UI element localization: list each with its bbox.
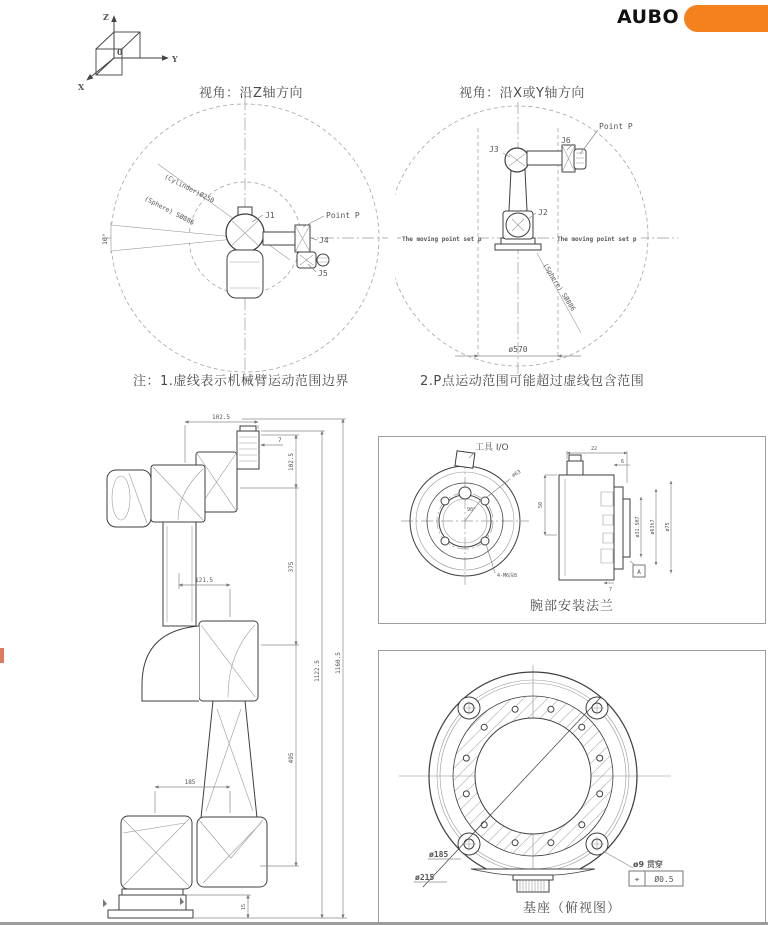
dim-upper-arm: 375 [288, 561, 295, 573]
dim-top-width: 102.5 [211, 414, 231, 421]
brand-logo-text: AUBO [617, 6, 680, 28]
dim-tool-offset: 7 [278, 437, 282, 444]
flange-spigot-dim: ø63h7 [650, 519, 656, 535]
x-axis-label: X [78, 82, 85, 92]
cylinder-range-label: (Cylinder)Ø250 [163, 172, 216, 205]
view-xy-diagram [395, 98, 680, 383]
y-axis-label: Y [172, 54, 178, 64]
view-xy-title: 视角：沿X或Y轴方向 [459, 86, 585, 101]
j1-label: J1 [265, 211, 275, 220]
view-z-title: 视角：沿Z轴方向 [199, 86, 303, 101]
position-tolerance-value: Ø0.5 [654, 875, 674, 884]
base-diameter-dim: ø570 [508, 345, 528, 354]
moving-point-text-right: The moving point set p [557, 236, 637, 243]
j6-label: J6 [561, 136, 571, 145]
flange-dim-7: 7 [609, 587, 613, 593]
base-drawing [379, 651, 763, 895]
moving-point-text-left: The moving point set p [402, 236, 482, 243]
flange-side-view [538, 446, 671, 593]
position-tolerance-symbol: ⌖ [634, 875, 640, 884]
sphere-range-label-xy: (Sphere) SØ886 [541, 261, 578, 313]
base-caption: 基座（俯视图） [522, 901, 621, 916]
flange-angle-label: 90° [467, 507, 477, 513]
flange-front-view [401, 442, 529, 585]
origin-label: 0 [117, 47, 123, 57]
j3-label: J3 [489, 145, 499, 154]
base-d215-label: ø215 [415, 873, 435, 882]
flange-bore-dim: ø31.5H7 [635, 516, 641, 538]
dim-height-total: 1160.5 [335, 652, 342, 674]
flange-panel [378, 436, 766, 624]
dim-wrist-height: 102.5 [288, 452, 295, 472]
j2-label: J2 [538, 208, 548, 217]
j5-label: J5 [318, 269, 328, 278]
note-1: 注：1.虚线表示机械臂运动范围边界 [133, 374, 349, 389]
flange-datum-label: A [637, 569, 641, 576]
flange-dim-6: 6 [621, 459, 625, 465]
dim-height-inner: 1122.5 [314, 660, 321, 682]
page-edge-marker [0, 648, 4, 663]
base-d185-label: ø185 [429, 850, 449, 859]
point-p-label-z: Point P [326, 211, 360, 220]
dim-elbow-offset: 121.5 [194, 577, 214, 584]
wedge-angle-label: 10° [101, 233, 109, 245]
dim-base-plate: 15 [241, 903, 247, 911]
flange-holes-label: 4-M6深8 [497, 573, 518, 579]
flange-caption: 腕部安装法兰 [529, 599, 614, 614]
flange-outer-dim: ø75 [665, 522, 671, 532]
z-axis-label: Z [103, 12, 109, 22]
flange-pcd-label: ø63 [511, 469, 522, 479]
base-hole-note: ø9 贯穿 [633, 860, 663, 869]
sphere-range-label: (Sphere) SØ886 [143, 194, 196, 227]
robot-top-view [226, 207, 329, 298]
robot-dimension-drawing [85, 413, 357, 925]
base-panel [378, 650, 766, 924]
dim-base-offset: 185 [184, 779, 196, 786]
flange-dim-50: 50 [538, 501, 544, 509]
dim-forearm: 495 [288, 752, 295, 764]
flange-dim-22: 22 [590, 446, 598, 452]
note-2: 2.P点运动范围可能超过虚线包含范围 [420, 374, 645, 389]
flange-drawing [379, 437, 763, 593]
tool-io-label: 工具 I/O [475, 443, 509, 453]
j4-label: J4 [319, 236, 329, 245]
view-z-diagram [100, 96, 390, 386]
brand-accent-pill [684, 5, 768, 32]
point-p-label-xy: Point P [599, 122, 633, 131]
